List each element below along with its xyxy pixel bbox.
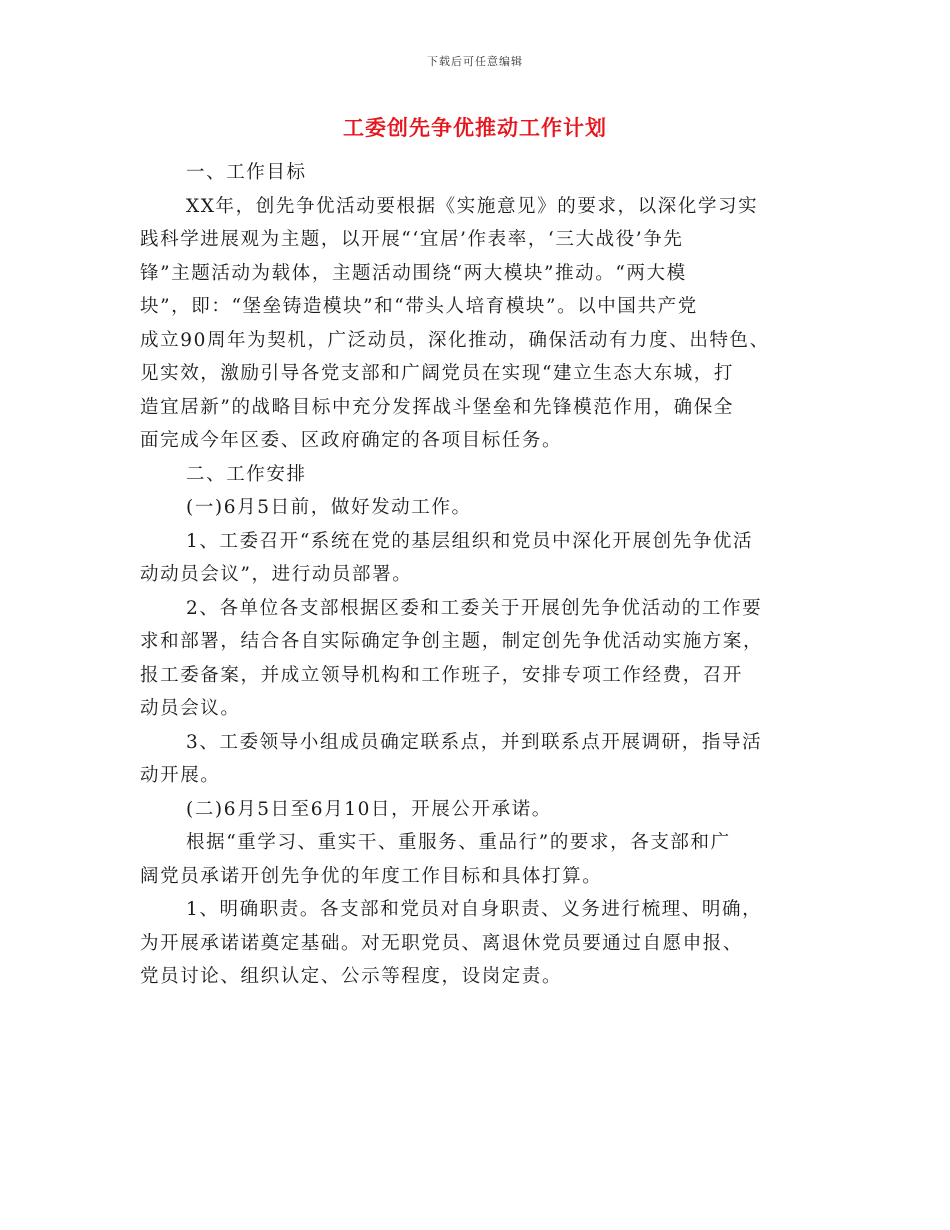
body-line: 2、各单位各支部根据区委和工委关于开展创先争优活动的工作要 <box>186 597 763 619</box>
body-line: 1、工委召开“系统在党的基层组织和党员中深化开展创先争优活 <box>186 530 754 552</box>
body-line: 一、工作目标 <box>186 162 307 183</box>
body-line: 1、明确职责。各支部和党员对自身职责、义务进行梳理、明确， <box>186 899 763 920</box>
body-line: 动开展。 <box>140 765 221 786</box>
body-line: 二、工作安排 <box>186 463 307 485</box>
body-line: 动动员会议”，进行动员部署。 <box>140 564 413 585</box>
body-line: XX年，创先争优活动要根据《实施意见》的要求，以深化学习实 <box>186 195 759 217</box>
document-title: 工委创先争优推动工作计划 <box>343 115 607 140</box>
body-line: 成立90周年为契机，广泛动员，深化推动，确保活动有力度、出特色、 <box>140 329 770 351</box>
body-line: 3、工委领导小组成员确定联系点，并到联系点开展调研，指导活 <box>186 731 763 753</box>
body-line: 块”，即：“堡垒铸造模块”和“带头人培育模块”。以中国共产党 <box>140 296 698 317</box>
body-line: 面完成今年区委、区政府确定的各项目标任务。 <box>140 430 563 451</box>
body-line: (二)6月5日至6月10日，开展公开承诺。 <box>186 798 552 820</box>
body-line: 锋”主题活动为载体，主题活动围绕“两大模块”推动。“两大模 <box>140 262 687 284</box>
body-line: 党员讨论、组织认定、公示等程度，设岗定责。 <box>140 966 563 987</box>
document-body <box>140 156 812 994</box>
body-line: 造宜居新”的战略目标中充分发挥战斗堡垒和先锋模范作用，确保全 <box>140 396 734 418</box>
body-line: 动员会议。 <box>140 698 241 719</box>
body-line: 报工委备案，并成立领导机构和工作班子，安排专项工作经费，召开 <box>140 664 744 686</box>
body-line: 践科学进展观为主题，以开展“‘宜居’作表率，‘三大战役’争先 <box>140 229 684 250</box>
body-line: 根据“重学习、重实干、重服务、重品行”的要求，各支部和广 <box>186 832 731 853</box>
body-line: 见实效，激励引导各党支部和广阔党员在实现“建立生态大东城，打 <box>140 363 734 384</box>
header-note: 下载后可任意编辑 <box>427 55 523 68</box>
body-line: 求和部署，结合各自实际确定争创主题，制定创先争优活动实施方案， <box>140 631 764 652</box>
body-line: 为开展承诺诺奠定基础。对无职党员、离退休党员要通过自愿申报、 <box>140 932 744 954</box>
body-line: (一)6月5日前，做好发动工作。 <box>186 497 472 518</box>
body-line: 阔党员承诺开创先争优的年度工作目标和具体打算。 <box>140 865 603 887</box>
